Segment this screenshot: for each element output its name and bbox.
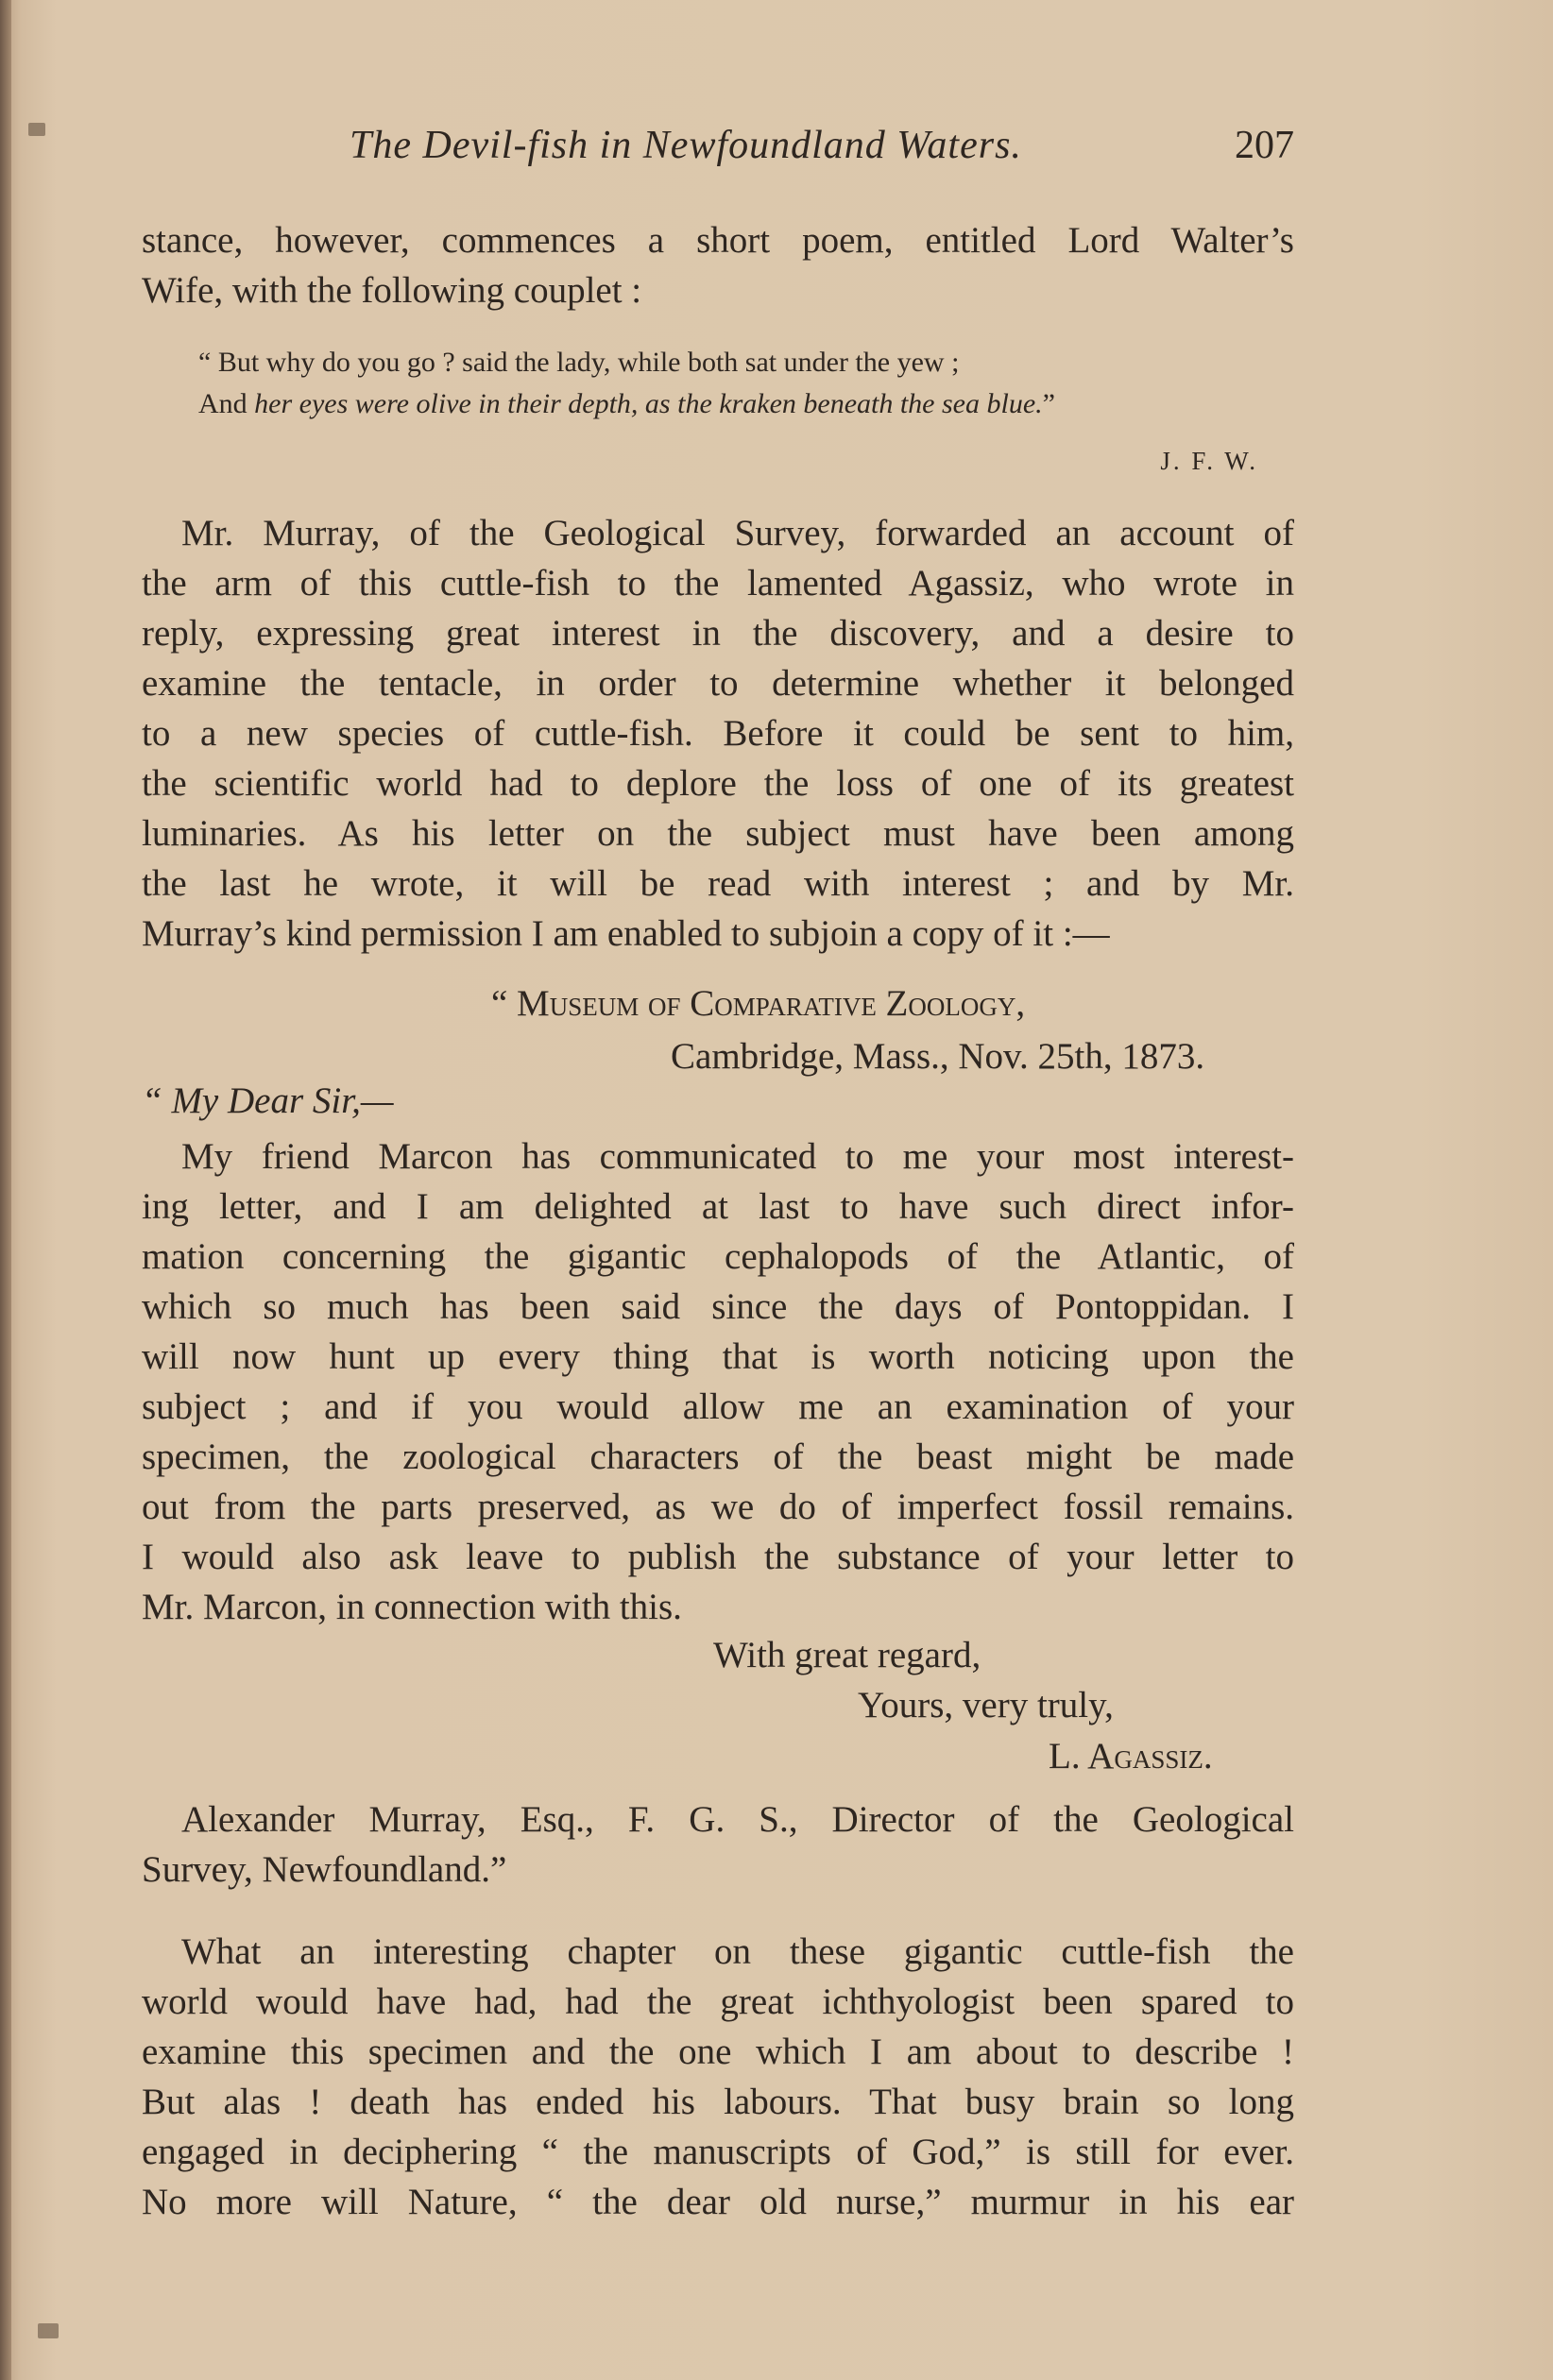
book-spine-shadow xyxy=(0,0,11,2380)
text-line: Survey, Newfoundland.” xyxy=(142,1849,507,1890)
text-line: Murray’s kind permission I am enabled to subjoin a copy of it :— xyxy=(142,913,1110,954)
text-line: Mr. Marcon, in connection with this. xyxy=(142,1587,682,1627)
poem-couplet xyxy=(198,342,1237,425)
text-line: specimen, the zoological characters of the beast might be made xyxy=(142,1436,1294,1477)
text-line: Alexander Murray, Esq., F. G. S., Director of the Geological xyxy=(181,1799,1294,1840)
letter-body xyxy=(142,1131,1294,1632)
letter-closing: With great regard, xyxy=(713,1635,981,1675)
poem-line: “ But why do you go ? said the lady, while both sat under the yew ; xyxy=(198,347,960,378)
text-line: which so much has been said since the days of Pontoppidan. I xyxy=(142,1286,1294,1327)
author-initials: J. F. W. xyxy=(1160,447,1258,475)
poem-line: And her eyes were olive in their depth, as the kraken beneath the sea blue.” xyxy=(198,388,1055,419)
text-line: examine this specimen and the one which I am about to describe ! xyxy=(142,2032,1294,2072)
letter-signature: L. Agassiz. xyxy=(1049,1736,1213,1776)
text-line: But alas ! death has ended his labours. That busy brain so long xyxy=(142,2082,1294,2122)
letter-closing-yours: Yours, very truly, xyxy=(858,1685,1114,1726)
running-title: The Devil-fish in Newfoundland Waters. xyxy=(350,124,1022,167)
paragraph-lament xyxy=(142,1927,1294,2227)
letter-address-date: Cambridge, Mass., Nov. 25th, 1873. xyxy=(671,1036,1205,1077)
text-line: My friend Marcon has communicated to me your most interest- xyxy=(181,1136,1294,1177)
letter-salutation: “ My Dear Sir,— xyxy=(142,1080,394,1121)
paper-blemish xyxy=(28,123,45,136)
text-line: the arm of this cuttle-fish to the lamented Agassiz, who wrote in xyxy=(142,563,1294,604)
text-line: the scientific world had to deplore the loss of one of its greatest xyxy=(142,763,1294,804)
letter-addressee xyxy=(142,1794,1294,1895)
page-header xyxy=(142,123,1294,179)
page-number: 207 xyxy=(1235,124,1294,167)
poem-italic-text: her eyes were olive in their depth, as the kraken beneath the sea blue. xyxy=(254,388,1043,419)
text-line: luminaries. As his letter on the subject must have been among xyxy=(142,813,1294,854)
text-line: to a new species of cuttle-fish. Before it could be sent to him, xyxy=(142,713,1294,754)
text-line: stance, however, commences a short poem, entitled Lord Walter’s xyxy=(142,220,1294,261)
paper-blemish xyxy=(38,2323,59,2338)
text-line: engaged in deciphering “ the manuscripts of God,” is still for ever. xyxy=(142,2132,1294,2172)
paragraph-continuation xyxy=(142,215,1294,315)
text-line: the last he wrote, it will be read with interest ; and by Mr. xyxy=(142,863,1294,904)
text-line: subject ; and if you would allow me an examination of your xyxy=(142,1386,1294,1427)
text-line: ing letter, and I am delighted at last to have such direct infor- xyxy=(142,1186,1294,1227)
text-line: examine the tentacle, in order to determine whether it belonged xyxy=(142,663,1294,704)
text-line: I would also ask leave to publish the substance of your letter to xyxy=(142,1537,1294,1577)
text-line: Wife, with the following couplet : xyxy=(142,270,642,311)
text-line: reply, expressing great interest in the discovery, and a desire to xyxy=(142,613,1294,654)
text-line: world would have had, had the great ichthyologist been spared to xyxy=(142,1981,1294,2022)
text-line: out from the parts preserved, as we do of imperfect fossil remains. xyxy=(142,1487,1294,1527)
text-line: will now hunt up every thing that is worth noticing upon the xyxy=(142,1336,1294,1377)
text-line: mation concerning the gigantic cephalopods of the Atlantic, of xyxy=(142,1236,1294,1277)
letter-address-institution: “ Museum of Comparative Zoology, xyxy=(491,983,1026,1024)
text-line: What an interesting chapter on these gigantic cuttle-fish the xyxy=(181,1931,1294,1972)
text-line: Mr. Murray, of the Geological Survey, forwarded an account of xyxy=(181,513,1294,553)
text-line: No more will Nature, “ the dear old nurse,” murmur in his ear xyxy=(142,2182,1294,2222)
paragraph-murray xyxy=(142,508,1294,959)
